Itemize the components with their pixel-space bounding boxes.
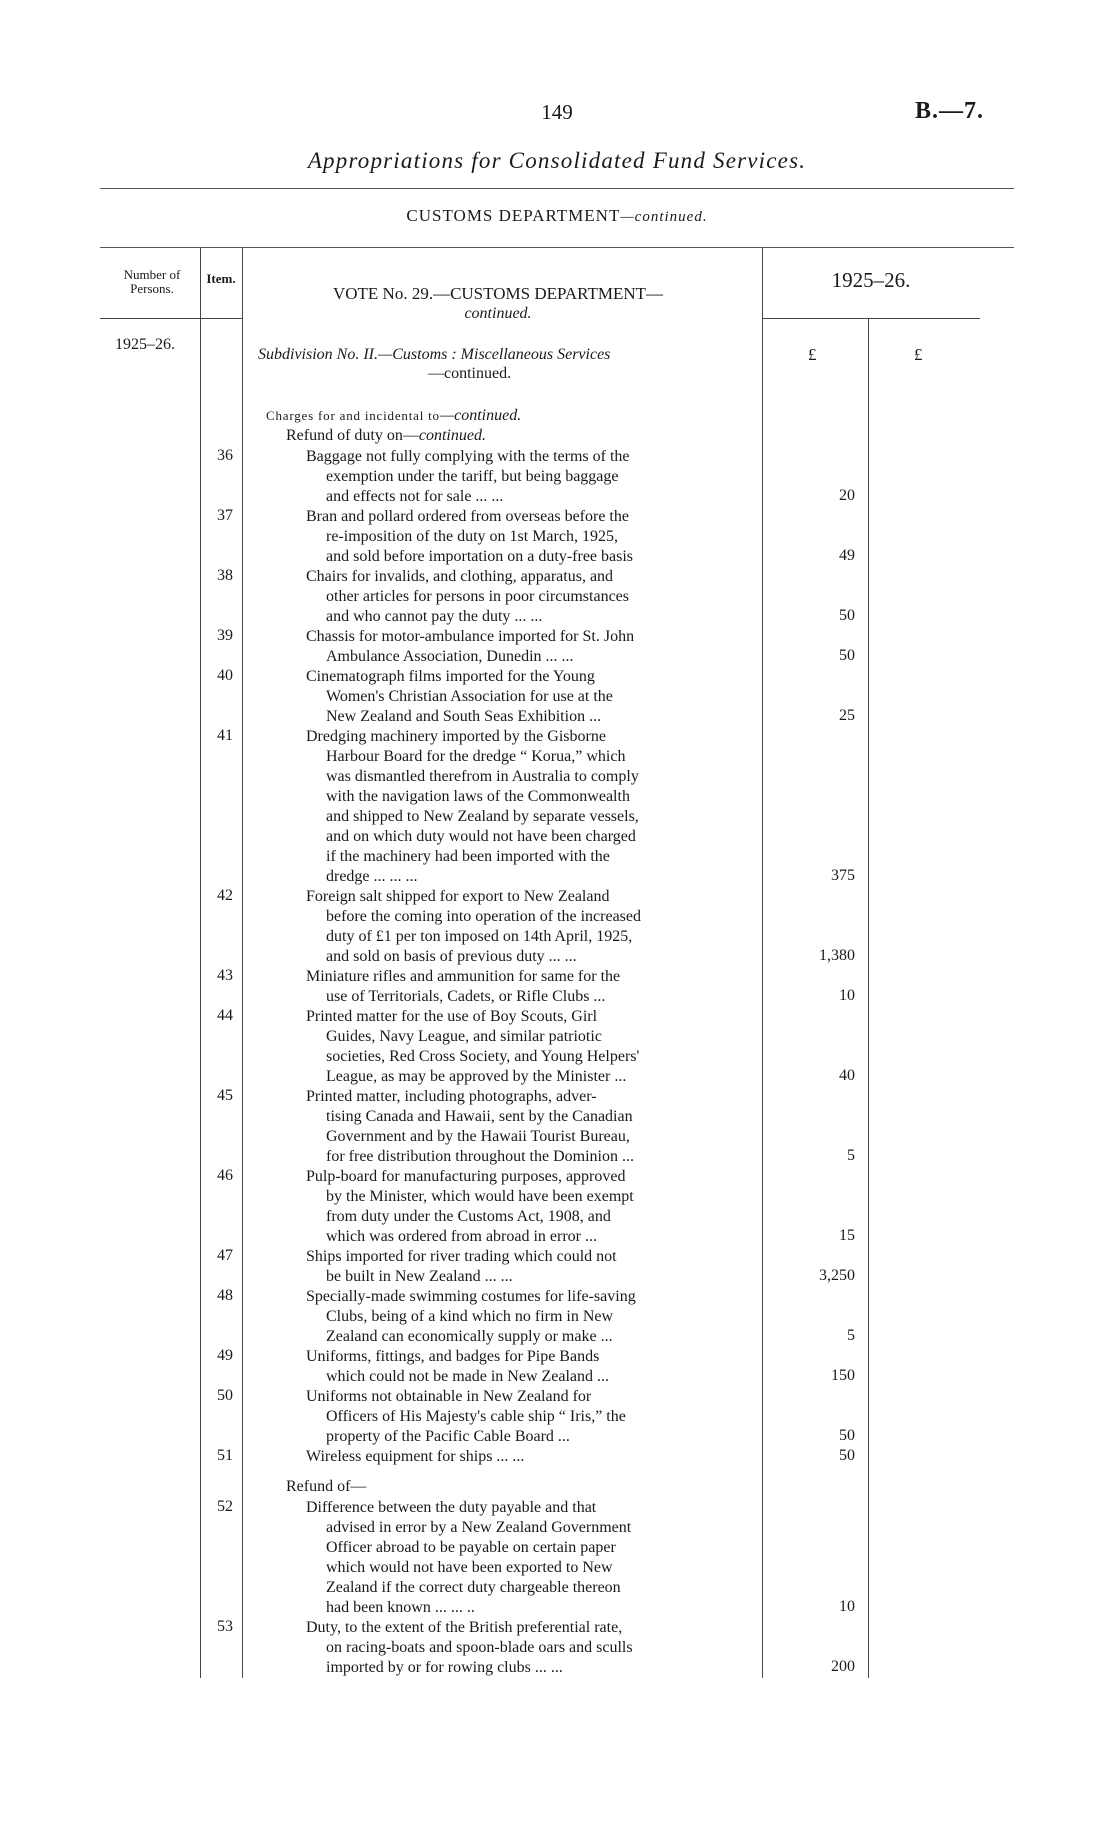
description-line: Duty, to the extent of the British preferential rate, <box>306 1619 623 1636</box>
description-line: and who cannot pay the duty ... ... <box>326 608 543 625</box>
description-line: Zealand can economically supply or make ... <box>326 1328 613 1345</box>
item-amount: 50 <box>839 647 855 664</box>
item-number: 47 <box>217 1247 233 1264</box>
charges-title: Charges for and incidental to <box>266 408 440 423</box>
item-number: 43 <box>217 967 233 984</box>
subdivision-heading <box>258 345 748 383</box>
description-line: had been known ... ... .. <box>326 1599 475 1616</box>
description-line: Wireless equipment for ships ... ... <box>306 1448 525 1465</box>
description-line: Guides, Navy League, and similar patriotic <box>326 1028 602 1045</box>
description-line: before the coming into operation of the increased <box>326 908 641 925</box>
description-line: tising Canada and Hawaii, sent by the Canadian <box>326 1108 633 1125</box>
subdivision-continued: —continued. <box>428 365 512 382</box>
item-amount: 50 <box>839 607 855 624</box>
item-description <box>306 667 752 727</box>
description-line: exemption under the tariff, but being baggage <box>326 468 619 485</box>
item-description <box>306 507 752 567</box>
description-line: and shipped to New Zealand by separate vessels, <box>326 808 639 825</box>
item-amount: 1,380 <box>819 947 855 964</box>
item-number: 49 <box>217 1347 233 1364</box>
description-line: Chairs for invalids, and clothing, apparatus, and <box>306 568 614 585</box>
item-header: Item. <box>206 271 236 286</box>
description-line: Government and by the Hawaii Tourist Bureau, <box>326 1128 630 1145</box>
item-number: 42 <box>217 887 233 904</box>
item-description <box>306 1287 752 1347</box>
item-amount: 20 <box>839 487 855 504</box>
description-line: New Zealand and South Seas Exhibition ... <box>326 708 602 725</box>
item-description <box>306 567 752 627</box>
refund-duty-title: Refund of duty on— <box>286 427 419 444</box>
item-number: 38 <box>217 567 233 584</box>
description-line: other articles for persons in poor circumstances <box>326 588 630 605</box>
page-title: Appropriations for Consolidated Fund Services. <box>307 148 807 173</box>
document-reference: B.—7. <box>914 98 984 124</box>
year-header: 1925–26. <box>831 268 911 292</box>
description-line: Officers of His Majesty's cable ship “ Iris,” the <box>326 1408 626 1425</box>
description-line: and effects not for sale ... ... <box>326 488 504 505</box>
description-line: Foreign salt shipped for export to New Zealand <box>306 888 610 905</box>
item-amount: 200 <box>831 1658 855 1675</box>
description-line: advised in error by a New Zealand Government <box>326 1519 632 1536</box>
table-top-rule <box>100 247 1014 248</box>
description-line: Printed matter, including photographs, adver- <box>306 1088 597 1105</box>
description-line: Pulp-board for manufacturing purposes, approved <box>306 1168 626 1185</box>
col-divider-description <box>762 248 763 1678</box>
description-line: use of Territorials, Cadets, or Rifle Clubs ... <box>326 988 606 1005</box>
description-line: on racing-boats and spoon-blade oars and sculls <box>326 1639 633 1656</box>
description-line: Chassis for motor-ambulance imported for St. John <box>306 628 635 645</box>
title-rule <box>100 188 1014 189</box>
description-line: societies, Red Cross Society, and Young Helpers' <box>326 1048 640 1065</box>
description-line: Ships imported for river trading which could not <box>306 1248 617 1265</box>
item-number: 37 <box>217 507 233 524</box>
description-line: if the machinery had been imported with the <box>326 848 610 865</box>
description-line: Harbour Board for the dredge “ Korua,” which <box>326 748 626 765</box>
department-name: CUSTOMS DEPARTMENT <box>406 206 621 225</box>
header-rule-persons <box>100 318 242 319</box>
item-description <box>306 967 752 1007</box>
col-divider-amounts <box>868 318 869 1678</box>
item-description <box>306 1387 752 1447</box>
description-line: Cinematograph films imported for the Young <box>306 668 595 685</box>
charges-continued: —continued. <box>439 407 522 424</box>
description-line: Printed matter for the use of Boy Scouts, Girl <box>306 1008 598 1025</box>
description-line: and on which duty would not have been charged <box>326 828 636 845</box>
persons-year-header: 1925–26. <box>115 336 175 353</box>
item-description <box>306 1087 752 1167</box>
item-amount: 3,250 <box>819 1267 855 1284</box>
item-number: 39 <box>217 627 233 644</box>
item-number: 46 <box>217 1167 233 1184</box>
refund-duty-heading <box>286 427 486 445</box>
item-number: 41 <box>217 727 233 744</box>
refund-of-heading: Refund of— <box>286 1478 367 1495</box>
pound-header-1: £ <box>808 345 817 364</box>
description-line: for free distribution throughout the Dominion ... <box>326 1148 634 1165</box>
item-amount: 25 <box>839 707 855 724</box>
description-line: Officer abroad to be payable on certain paper <box>326 1539 616 1556</box>
item-number: 50 <box>217 1387 233 1404</box>
item-amount: 10 <box>839 1598 855 1615</box>
description-line: Uniforms, fittings, and badges for Pipe Bands <box>306 1348 600 1365</box>
description-line: which was ordered from abroad in error ... <box>326 1228 598 1245</box>
description-line: and sold on basis of previous duty ... ... <box>326 948 577 965</box>
vote-title: VOTE No. 29.—CUSTOMS DEPARTMENT— <box>332 284 664 303</box>
item-amount: 50 <box>839 1447 855 1464</box>
item-number: 45 <box>217 1087 233 1104</box>
description-line: Clubs, being of a kind which no firm in New <box>326 1308 614 1325</box>
description-line: re-imposition of the duty on 1st March, 1925, <box>326 528 618 545</box>
item-description <box>306 727 752 887</box>
item-amount: 150 <box>831 1367 855 1384</box>
item-description <box>306 1007 752 1087</box>
description-line: League, as may be approved by the Minister ... <box>326 1068 627 1085</box>
item-description <box>306 1447 752 1467</box>
charges-heading <box>266 407 521 425</box>
vote-continued: continued. <box>464 305 532 322</box>
description-line: Difference between the duty payable and that <box>306 1499 597 1516</box>
description-line: which would not have been exported to New <box>326 1559 613 1576</box>
item-description <box>306 447 752 507</box>
item-number: 48 <box>217 1287 233 1304</box>
description-line: dredge ... ... ... <box>326 868 418 885</box>
item-amount: 40 <box>839 1067 855 1084</box>
description-line: Specially-made swimming costumes for life-saving <box>306 1288 636 1305</box>
description-line: was dismantled therefrom in Australia to comply <box>326 768 639 785</box>
description-line: from duty under the Customs Act, 1908, and <box>326 1208 611 1225</box>
description-line: Ambulance Association, Dunedin ... ... <box>326 648 574 665</box>
description-line: Women's Christian Association for use at the <box>326 688 613 705</box>
description-line: by the Minister, which would have been exempt <box>326 1188 634 1205</box>
description-line: and sold before importation on a duty-free basis <box>326 548 634 565</box>
item-description <box>306 1167 752 1247</box>
description-line: Zealand if the correct duty chargeable thereon <box>326 1579 621 1596</box>
item-description <box>306 1498 752 1618</box>
description-line: Dredging machinery imported by the Gisborne <box>306 728 606 745</box>
item-amount: 10 <box>839 987 855 1004</box>
item-amount: 50 <box>839 1427 855 1444</box>
description-line: property of the Pacific Cable Board ... <box>326 1428 570 1445</box>
description-line: which could not be made in New Zealand ... <box>326 1368 610 1385</box>
item-description <box>306 1247 752 1287</box>
subdivision-title: Subdivision No. II.—Customs : Miscellaneous Services <box>258 346 611 363</box>
number-of-persons-header: Number of Persons. <box>123 267 181 296</box>
department-continued: —continued. <box>620 209 708 225</box>
item-number: 53 <box>217 1618 233 1635</box>
description-line: Uniforms not obtainable in New Zealand for <box>306 1388 592 1405</box>
description-line: Miniature rifles and ammunition for same for the <box>306 968 621 985</box>
item-description <box>306 1618 752 1678</box>
description-line: be built in New Zealand ... ... <box>326 1268 513 1285</box>
item-amount: 5 <box>847 1147 855 1164</box>
item-amount: 375 <box>831 867 855 884</box>
department-heading <box>0 206 1114 226</box>
item-amount: 5 <box>847 1327 855 1344</box>
item-description <box>306 1347 752 1387</box>
item-amount: 49 <box>839 547 855 564</box>
description-line: with the navigation laws of the Commonwealth <box>326 788 630 805</box>
description-line: Baggage not fully complying with the terms of the <box>306 448 630 465</box>
item-description <box>306 887 752 967</box>
description-line: duty of £1 per ton imposed on 14th April, 1925, <box>326 928 633 945</box>
pound-header-2: £ <box>914 345 923 364</box>
item-number: 52 <box>217 1498 233 1515</box>
item-amount: 15 <box>839 1227 855 1244</box>
description-line: imported by or for rowing clubs ... ... <box>326 1659 563 1676</box>
vote-heading <box>258 284 738 323</box>
page-number: 149 <box>541 100 573 124</box>
item-number: 44 <box>217 1007 233 1024</box>
header-rule-year <box>762 318 980 319</box>
description-line: Bran and pollard ordered from overseas before the <box>306 508 629 525</box>
item-number: 36 <box>217 447 233 464</box>
item-number: 40 <box>217 667 233 684</box>
item-description <box>306 627 752 667</box>
item-number: 51 <box>217 1447 233 1464</box>
refund-duty-continued: continued. <box>418 427 486 444</box>
